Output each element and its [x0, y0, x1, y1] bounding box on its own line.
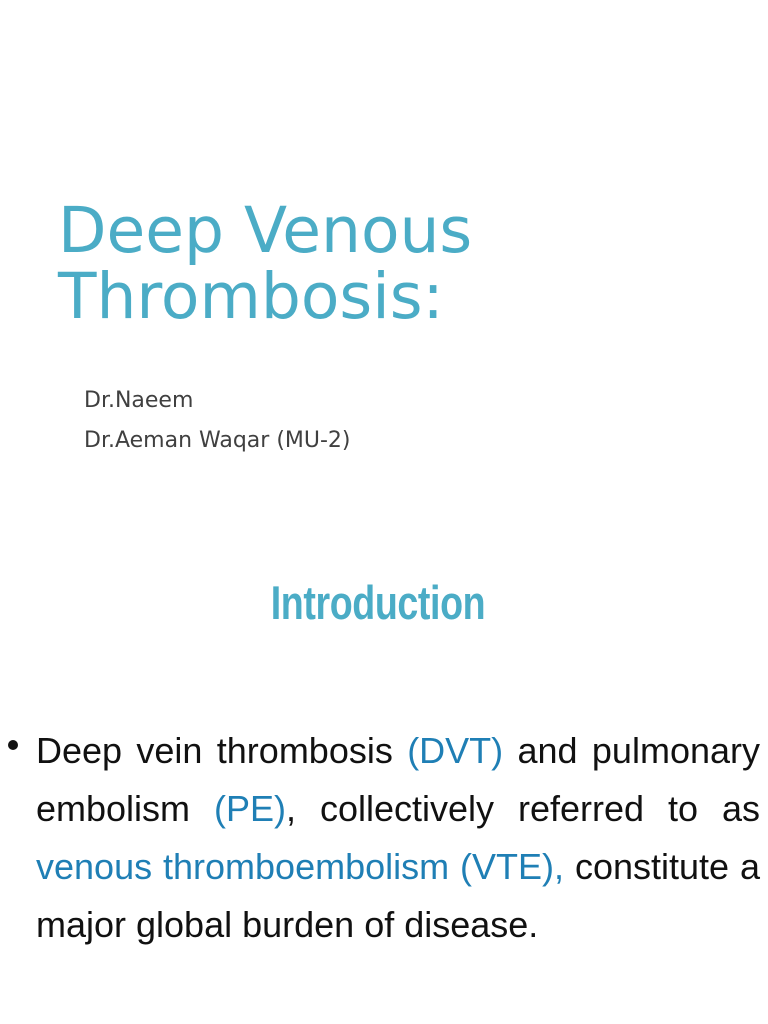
slide-title	[58, 194, 738, 333]
vte-term: venous thromboembolism (VTE),	[36, 846, 565, 887]
bullet-text-part: and pulmonary embolism	[36, 730, 760, 829]
introduction-heading: Introduction	[270, 576, 486, 629]
title-line-2: Thrombosis:	[58, 260, 444, 333]
bullet-text-part: constitute a major global burden of disease.	[36, 846, 760, 945]
bullet-text-part: , collectively referred to as	[286, 788, 760, 829]
author-name: Dr.Naeem	[84, 388, 194, 413]
bullet-text	[36, 722, 760, 954]
author-name: Dr.Aeman Waqar (MU-2)	[84, 428, 351, 453]
dvt-abbreviation: (DVT)	[407, 730, 504, 771]
introduction-bullet	[0, 722, 768, 962]
bullet-icon	[8, 740, 18, 750]
pe-abbreviation: (PE)	[214, 788, 286, 829]
bullet-text-part: Deep vein thrombosis	[36, 730, 408, 771]
title-line-1: Deep Venous	[58, 194, 473, 267]
author-list	[84, 381, 351, 461]
